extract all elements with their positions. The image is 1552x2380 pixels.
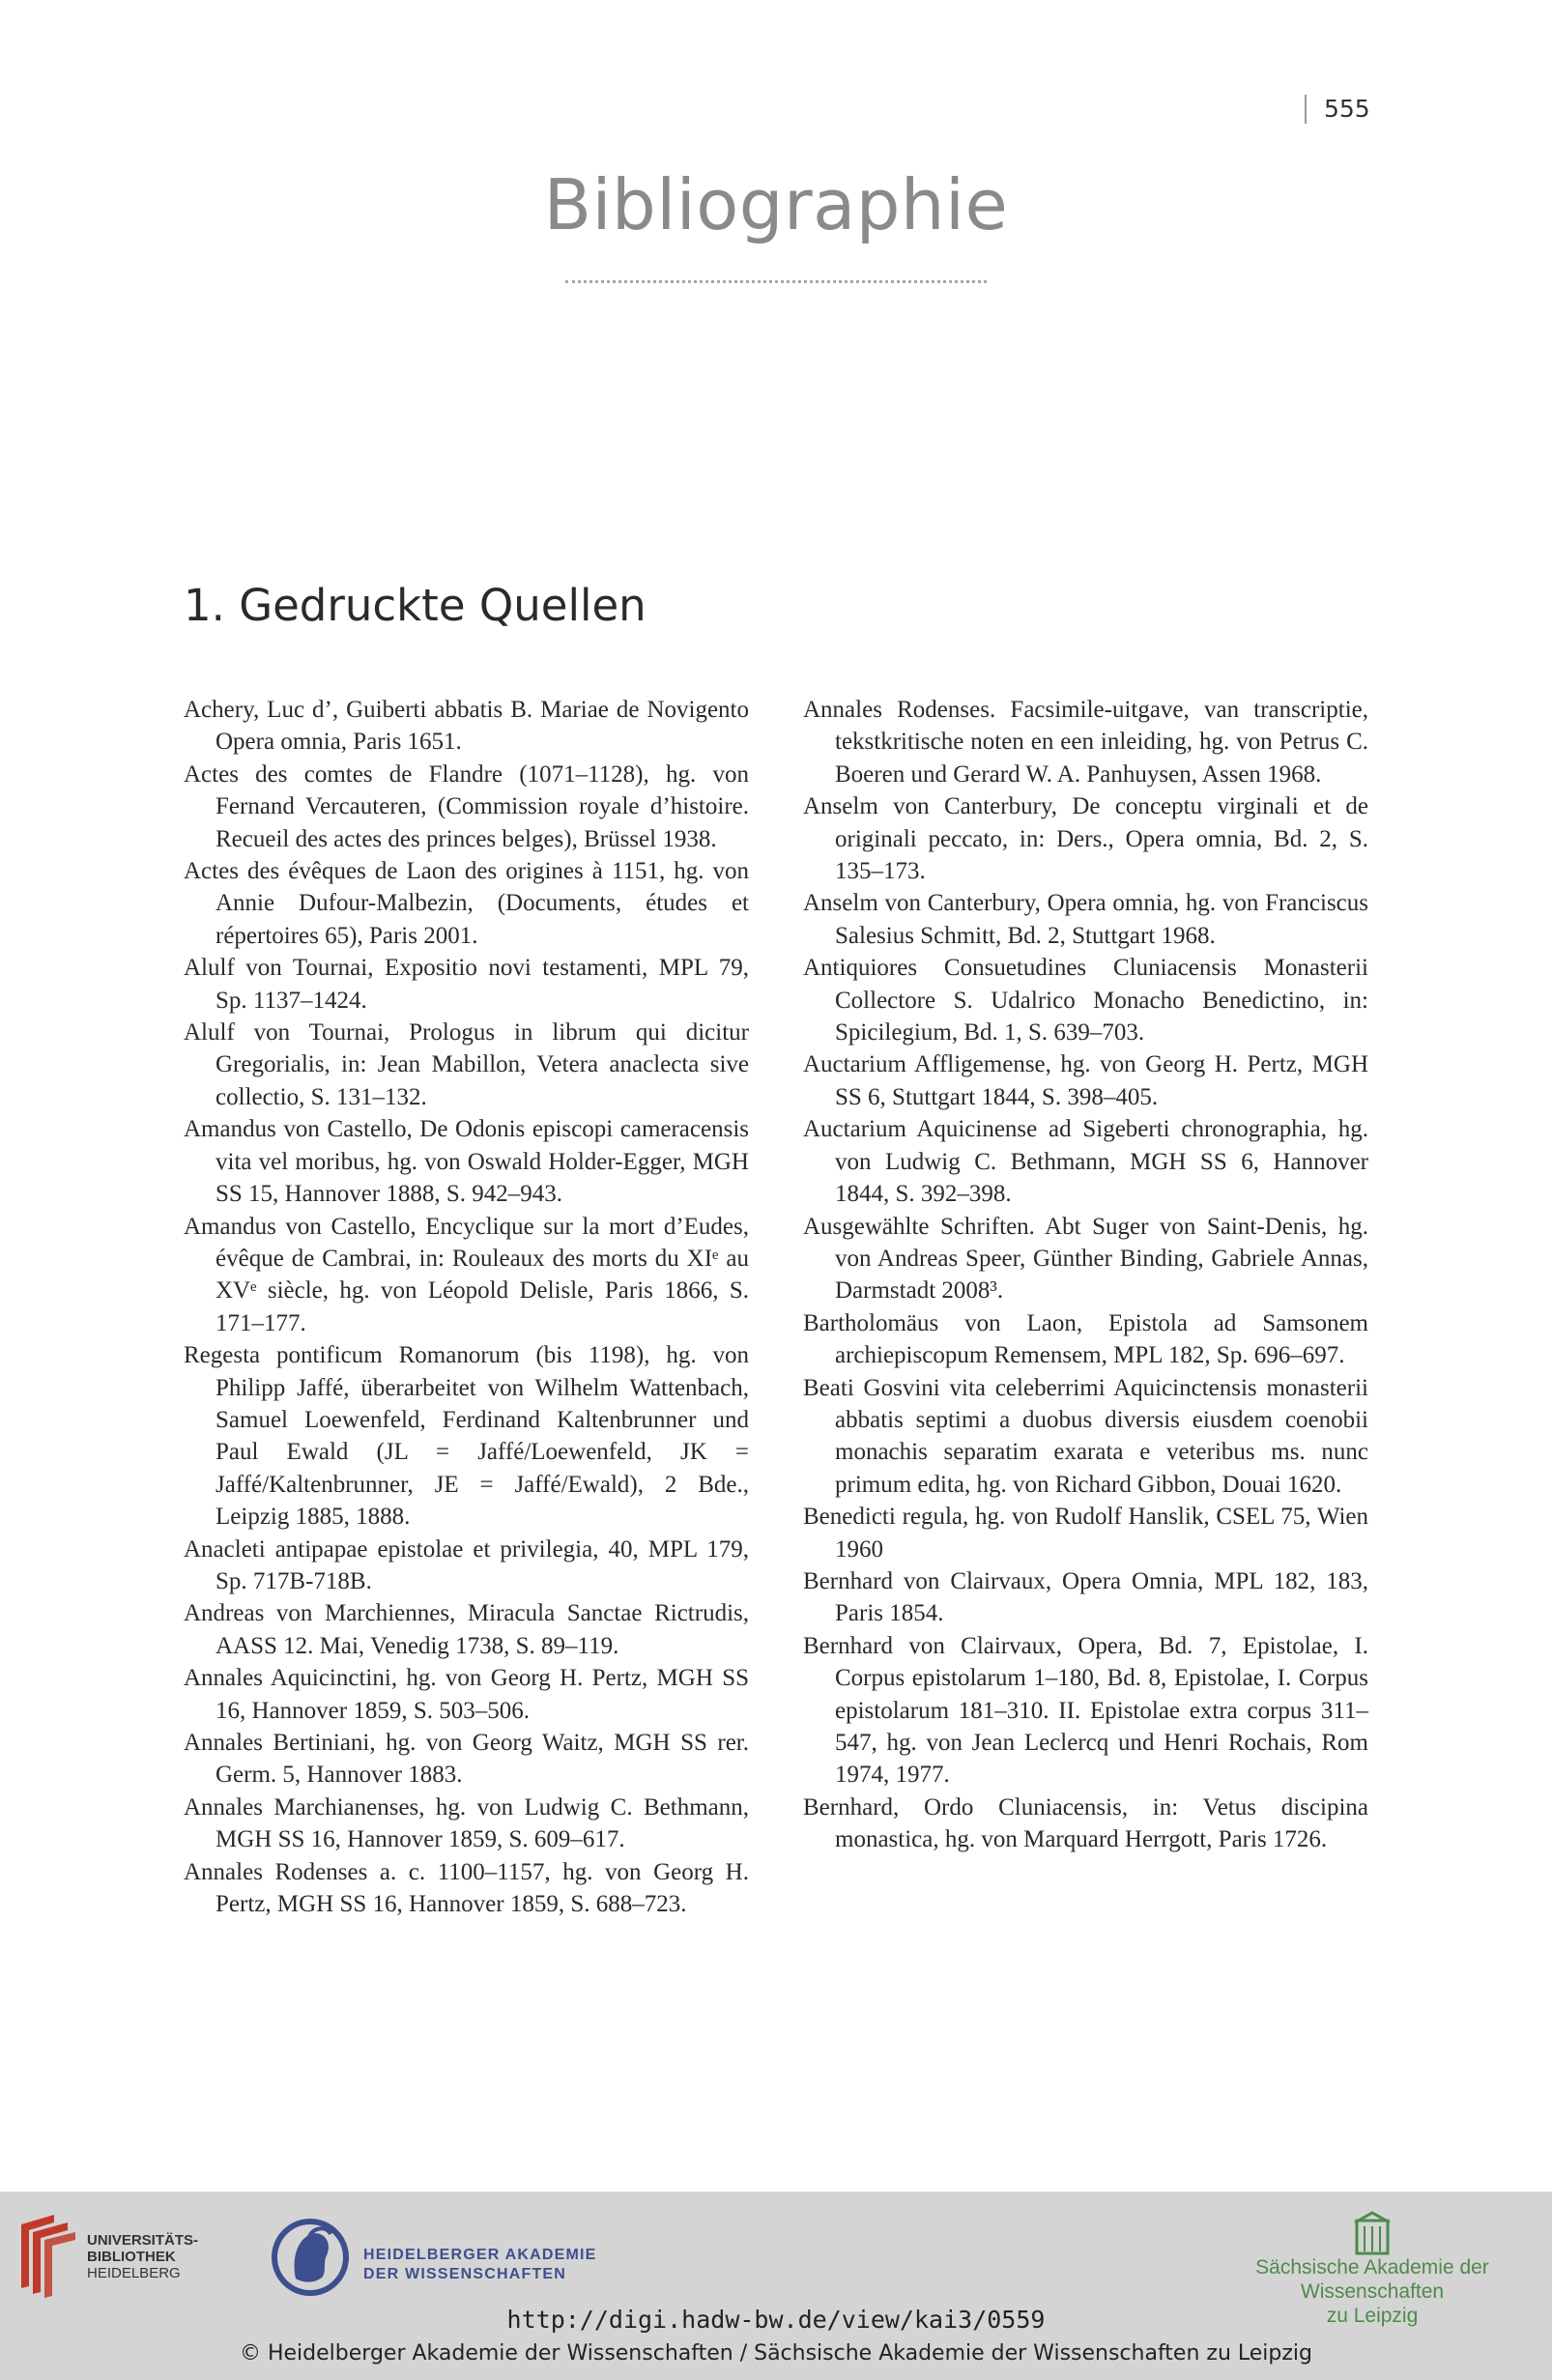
hadw-logo[interactable] xyxy=(267,2211,634,2308)
footer-bar xyxy=(0,2192,1552,2380)
hadw-logo-line2: DER WISSENSCHAFTEN xyxy=(363,2266,567,2282)
title-dotted-rule xyxy=(565,280,987,283)
bibliography-entry: Annales Marchianenses, hg. von Ludwig C. Bethmann, MGH SS 16, Hannover 1859, S. 609–617. xyxy=(184,1793,749,1853)
bibliography-entry: Anselm von Canterbury, De conceptu virginali et de originali peccato, in: Ders., Opera omnia, Bd. 2, S. 135–173. xyxy=(803,793,1368,885)
bibliography-entry: Andreas von Marchiennes, Miracula Sanctae Rictrudis, AASS 12. Mai, Venedig 1738, S. 89–119. xyxy=(184,1600,749,1659)
bibliography-entry: Beati Gosvini vita celeberrimi Aquicinctensis monasterii abbatis septimi a duobus diversis eiusdem coenobii monachis separatim exarata e veteribus ms. nunc primum edita, hg. von Richard Gibbon, Douai 1620. xyxy=(803,1374,1368,1498)
page-title: Bibliographie xyxy=(543,164,1009,245)
ub-emblem-icon xyxy=(17,2211,79,2298)
bibliography-entry: Actes des évêques de Laon des origines à 1151, hg. von Annie Dufour-Malbezin, (Documents, études et répertoires 65), Paris 2001. xyxy=(184,858,749,949)
ub-logo-line3: HEIDELBERG xyxy=(87,2265,181,2281)
bibliography-entry: Annales Bertiniani, hg. von Georg Waitz, MGH SS rer. Germ. 5, Hannover 1883. xyxy=(184,1730,749,1789)
bibliography-entry: Annales Aquicinctini, hg. von Georg H. Pertz, MGH SS 16, Hannover 1859, S. 503–506. xyxy=(184,1665,749,1724)
ub-logo-line1: UNIVERSITÄTS- xyxy=(87,2232,199,2249)
bibliography-entry: Regesta pontificum Romanorum (bis 1198), hg. von Philipp Jaffé, überarbeitet von Wilhelm Wattenbach, Samuel Loewenfeld, Ferdinand Kaltenbrunner und Paul Ewald (JL = Jaffé/Loewenfeld, JK = Jaffé/Kaltenbrunner, JE = Jaffé/Ewald), 2 Bde., Leipzig 1885, 1888. xyxy=(184,1342,749,1531)
bibliography-entry: Actes des comtes de Flandre (1071–1128), hg. von Fernand Vercauteren, (Commission royale d’histoire. Recueil des actes des princes belges), Brüssel 1938. xyxy=(184,760,749,852)
bibliography-column-right xyxy=(803,694,1368,1856)
bibliography-entry: Anacleti antipapae epistolae et privilegia, 40, MPL 179, Sp. 717B-718B. xyxy=(184,1535,749,1594)
bibliography-entry: Ausgewählte Schriften. Abt Suger von Saint-Denis, hg. von Andreas Speer, Günther Binding, Gabriele Annas, Darmstadt 2008³. xyxy=(803,1213,1368,1305)
bibliography-entry: Alulf von Tournai, Prologus in librum qui dicitur Gregorialis, in: Jean Mabillon, Vetera anaclecta sive collectio, S. 131–132. xyxy=(184,1019,749,1110)
bibliography-entry: Benedicti regula, hg. von Rudolf Hanslik, CSEL 75, Wien 1960 xyxy=(803,1504,1368,1563)
bibliography-entry: Bernhard, Ordo Cluniacensis, in: Vetus discipina monastica, hg. von Marquard Herrgott, Paris 1726. xyxy=(803,1793,1368,1853)
bibliography-entry: Achery, Luc d’, Guiberti abbatis B. Mariae de Novigento Opera omnia, Paris 1651. xyxy=(184,697,749,756)
saxon-building-icon xyxy=(1353,2211,1392,2255)
bibliography-entry: Anselm von Canterbury, Opera omnia, hg. von Franciscus Salesius Schmitt, Bd. 2, Stuttgart 1968. xyxy=(803,890,1368,949)
bibliography-entry: Bernhard von Clairvaux, Opera Omnia, MPL 182, 183, Paris 1854. xyxy=(803,1567,1368,1627)
hadw-logo-line1: HEIDELBERGER AKADEMIE xyxy=(363,2247,597,2263)
bibliography-entry: Bartholomäus von Laon, Epistola ad Samsonem archiepiscopum Remensem, MPL 182, Sp. 696–697. xyxy=(803,1309,1368,1369)
saxon-logo-line2: zu Leipzig xyxy=(1326,2305,1419,2327)
copyright-notice: © Heidelberger Akademie der Wissenschaften / Sächsische Akademie der Wissenschaften zu Leipzig xyxy=(239,2341,1312,2366)
permalink-url[interactable]: http://digi.hadw-bw.de/view/kai3/0559 xyxy=(506,2306,1046,2334)
ub-logo-line2: BIBLIOTHEK xyxy=(87,2249,176,2265)
bibliography-entry: Amandus von Castello, Encyclique sur la mort d’Eudes, évêque de Cambrai, in: Rouleaux des morts du XIᵉ au XVᵉ siècle, hg. von Léopold Delisle, Paris 1866, S. 171–177. xyxy=(184,1213,749,1336)
bibliography-entry: Alulf von Tournai, Expositio novi testamenti, MPL 79, Sp. 1137–1424. xyxy=(184,955,749,1014)
bibliography-entry: Amandus von Castello, De Odonis episcopi cameracensis vita vel moribus, hg. von Oswald Holder-Egger, MGH SS 15, Hannover 1888, S. 942–943. xyxy=(184,1116,749,1208)
section-heading: 1. Gedruckte Quellen xyxy=(184,580,647,631)
bibliography-entry: Auctarium Affligemense, hg. von Georg H. Pertz, MGH SS 6, Stuttgart 1844, S. 398–405. xyxy=(803,1051,1368,1110)
bibliography-entry: Bernhard von Clairvaux, Opera, Bd. 7, Epistolae, I. Corpus epistolarum 1–180, Bd. 8, Epistolae, I. Corpus epistolarum 181–310. II. Epistolae extra corpus 311–547, hg. von Jean Leclercq und Henri Rochais, Rom 1974, 1977. xyxy=(803,1632,1368,1789)
ub-heidelberg-logo[interactable] xyxy=(17,2211,201,2303)
bibliography-entry: Annales Rodenses a. c. 1100–1157, hg. von Georg H. Pertz, MGH SS 16, Hannover 1859, S. 688–723. xyxy=(184,1858,749,1918)
page-number: 555 xyxy=(1305,95,1370,124)
bibliography-column-left xyxy=(184,694,749,1920)
saxon-academy-logo[interactable] xyxy=(1198,2211,1546,2327)
saxon-logo-line1: Sächsische Akademie der Wissenschaften xyxy=(1255,2256,1489,2303)
bibliography-entry: Annales Rodenses. Facsimile-uitgave, van transcriptie, tekstkritische noten en een inleiding, hg. von Petrus C. Boeren und Gerard W. A. Panhuysen, Assen 1968. xyxy=(803,697,1368,788)
bibliography-entry: Antiquiores Consuetudines Cluniacensis Monasterii Collectore S. Udalrico Monacho Benedictino, in: Spicilegium, Bd. 1, S. 639–703. xyxy=(803,955,1368,1047)
athena-head-icon xyxy=(267,2211,354,2308)
bibliography-entry: Auctarium Aquicinense ad Sigeberti chronographia, hg. von Ludwig C. Bethmann, MGH SS 6, Hannover 1844, S. 392–398. xyxy=(803,1116,1368,1208)
